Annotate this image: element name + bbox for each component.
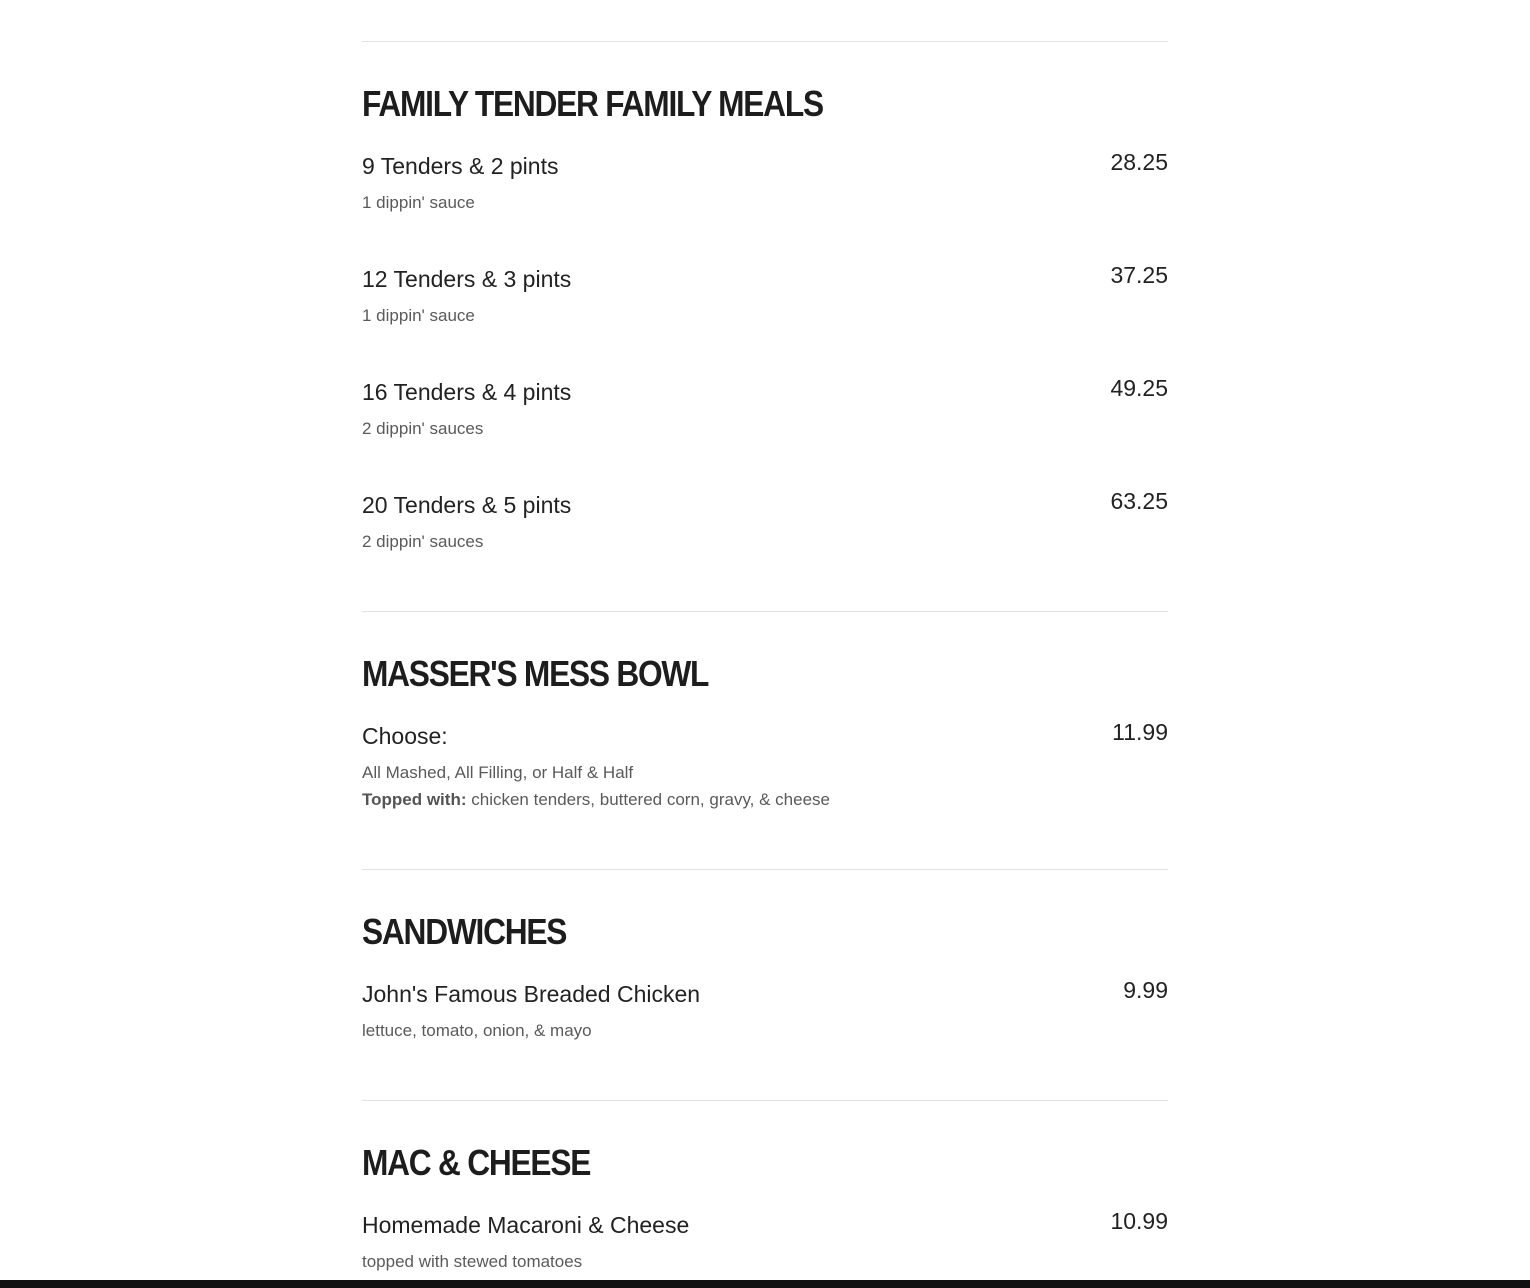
item-description: 1 dippin' sauce <box>362 306 475 325</box>
section-divider <box>362 869 1168 870</box>
item-name: 20 Tenders & 5 pints <box>362 492 572 518</box>
section-divider <box>362 1100 1168 1101</box>
section-title-mac-and-cheese: MAC & CHEESE <box>362 1142 591 1183</box>
item-price: 28.25 <box>1110 149 1168 175</box>
item-description: lettuce, tomato, onion, & mayo <box>362 1021 592 1040</box>
item-description: 1 dippin' sauce <box>362 193 475 212</box>
item-price: 9.99 <box>1123 977 1168 1003</box>
topping-label: Topped with: <box>362 790 467 809</box>
bottom-bar <box>0 1280 1530 1288</box>
section-title-sandwiches: SANDWICHES <box>362 911 567 952</box>
item-description: 2 dippin' sauces <box>362 532 484 551</box>
section-title-family-tender-meals: FAMILY TENDER FAMILY MEALS <box>362 83 823 124</box>
section-title-massers-mess-bowl: MASSER'S MESS BOWL <box>362 653 709 694</box>
section-divider <box>362 41 1168 42</box>
item-price: 63.25 <box>1110 488 1168 514</box>
item-price: 10.99 <box>1110 1208 1168 1234</box>
item-name: Choose: <box>362 723 448 749</box>
item-name: 16 Tenders & 4 pints <box>362 379 572 405</box>
item-name: Homemade Macaroni & Cheese <box>362 1212 690 1238</box>
item-price: 37.25 <box>1110 262 1168 288</box>
section-divider <box>362 611 1168 612</box>
item-price: 11.99 <box>1112 719 1168 745</box>
item-name: 9 Tenders & 2 pints <box>362 153 559 179</box>
item-price: 49.25 <box>1110 375 1168 401</box>
topping-text: chicken tenders, buttered corn, gravy, & cheese <box>471 790 831 809</box>
item-name: John's Famous Breaded Chicken <box>362 981 701 1007</box>
item-description: topped with stewed tomatoes <box>362 1252 583 1271</box>
item-name: 12 Tenders & 3 pints <box>362 266 572 292</box>
item-topping-line <box>362 789 830 811</box>
item-description: All Mashed, All Filling, or Half & Half <box>362 763 634 782</box>
item-description: 2 dippin' sauces <box>362 419 484 438</box>
